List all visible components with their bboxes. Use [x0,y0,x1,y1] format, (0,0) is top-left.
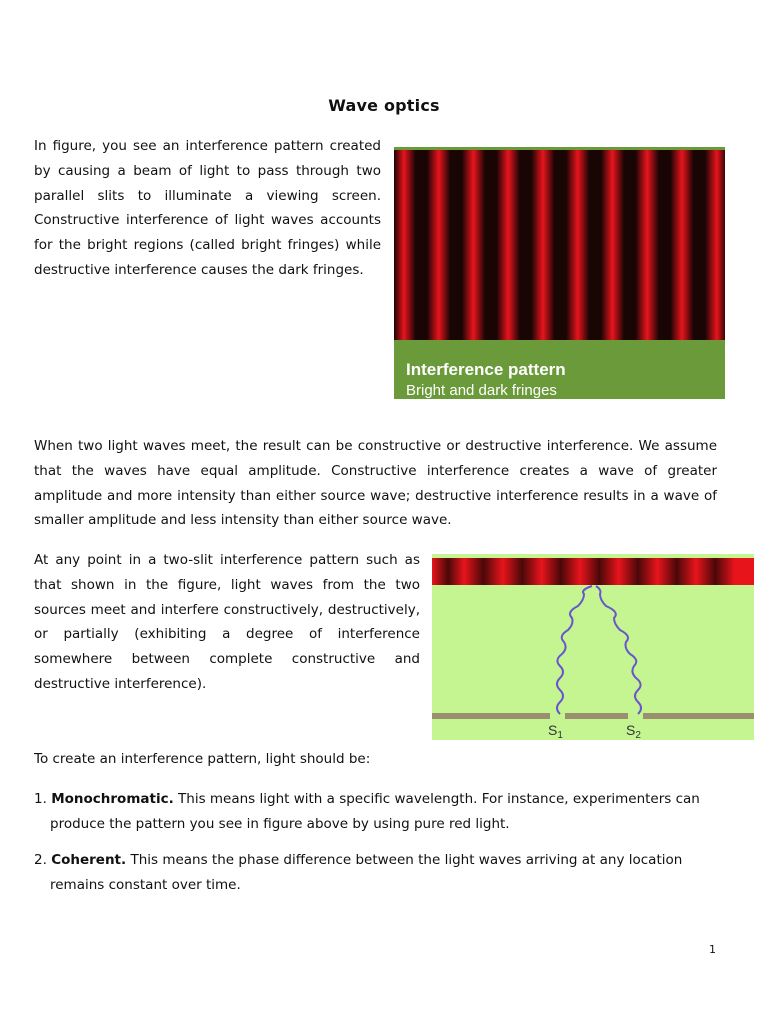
list-text-continued: produce the pattern you see in figure above by using pure red light. [50,815,510,832]
slit-label-s2: $S_2$ [626,722,641,740]
slit-barrier-left [432,713,550,719]
fringe-pattern [394,150,725,340]
slit-barrier-middle [565,713,628,719]
list-number: 1. [34,791,47,807]
list-number: 2. [34,852,47,868]
page-title: Wave optics [328,96,440,115]
slit-barrier-right [643,713,754,719]
figure-caption-subtitle: Bright and dark fringes [406,382,557,399]
page-number: 1 [709,943,716,956]
list-term: Coherent. [51,852,127,868]
list-term: Monochromatic. [51,791,174,807]
requirements-intro: To create an interference pattern, light should be: [34,751,371,767]
slit-label-s1: $S_1$ [548,722,563,740]
intro-paragraph: In figure, you see an interference pattern created by causing a beam of light to pass through two parallel slits to illuminate a viewing screen. Constructive interference of light waves accounts for the bright regions (called bright fringes) while destructive interference causes the dark fringes. [34,138,381,278]
interference-paragraph: When two light waves meet, the result can be constructive or destructive interference. We assume that the waves have equal amplitude. Constructive interference creates a wave of greater amplitude and more intensity than either source wave; destructive interference results in a wave of smaller amplitude and less intensity than either source wave. [34,438,717,529]
interference-pattern-figure [394,147,725,399]
two-slit-paragraph: At any point in a two-slit interference pattern such as that shown in the figure, light waves from the two sources meet and interfere constructively, destructively, or partially (exhibiting a degree of interference somewhere between complete constructive and destructive interference). [34,552,420,692]
list-text: This means the phase difference between the light waves arriving at any location [126,852,683,868]
screen-fringes [432,558,754,585]
figure-caption-title: Interference pattern [406,360,566,379]
list-item [34,848,724,898]
list-text-continued: remains constant over time. [50,876,241,893]
list-text: This means light with a specific wavelength. For instance, experimenters can [173,791,700,807]
list-item [34,787,724,837]
two-slit-diagram [432,554,754,740]
